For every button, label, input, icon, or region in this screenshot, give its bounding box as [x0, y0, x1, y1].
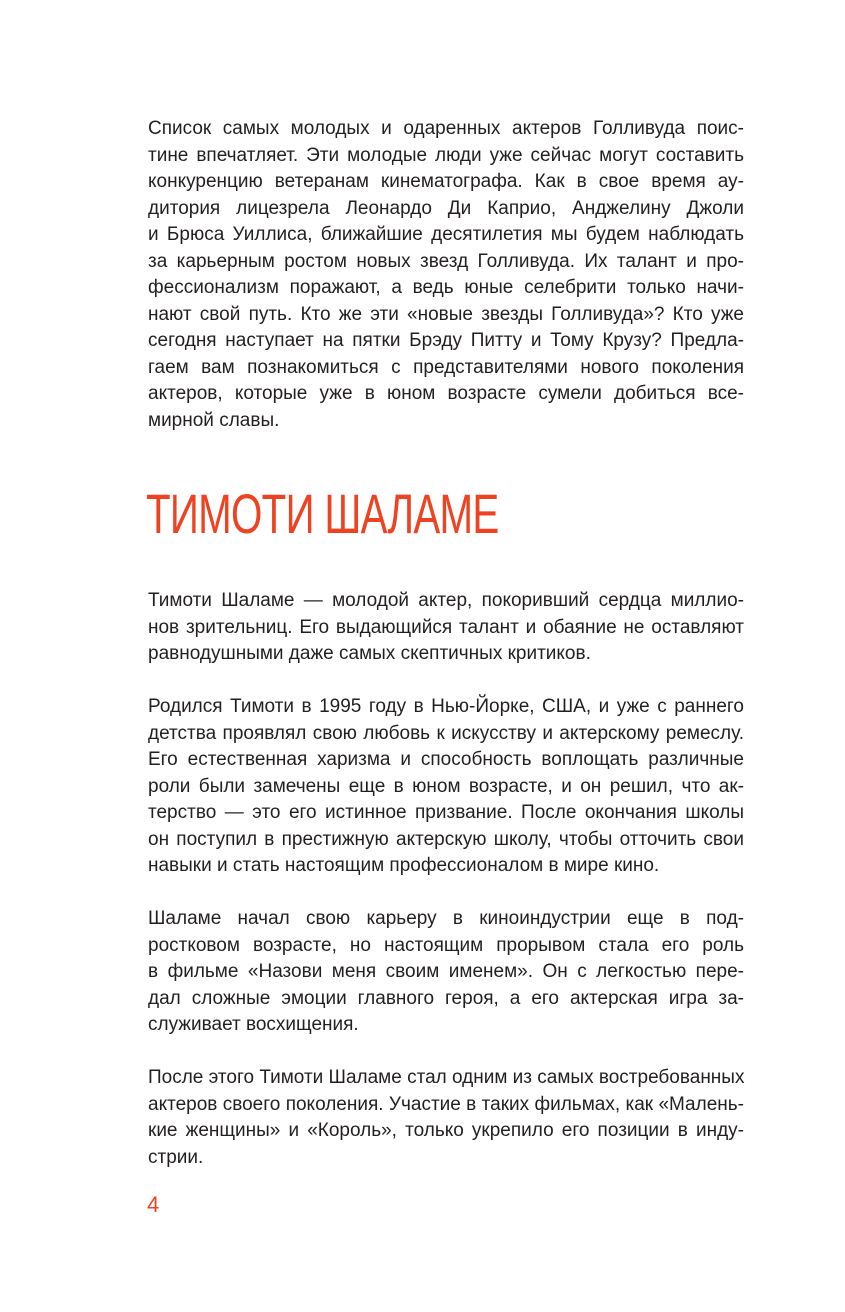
- text-line: стрии.: [148, 1146, 204, 1168]
- text-line: Родился Тимоти в 1995 году в Нью-Йорке, США, и уже с раннего: [148, 696, 744, 717]
- text-line: Тимоти Шаламе — молодой актер, покоривший сердца миллио-: [148, 590, 744, 611]
- body-paragraph-4: [148, 1065, 744, 1171]
- page-number: 4: [147, 1192, 160, 1217]
- text-line: Шаламе начал свою карьеру в киноиндустрии еще в под-: [148, 908, 744, 929]
- text-line: актеров своего поколения. Участие в таких фильмах, как «Малень-: [148, 1093, 744, 1115]
- text-line: в фильме «Назови меня своим именем». Он с легкостью пере-: [148, 961, 744, 982]
- body-paragraph-3: [148, 906, 744, 1039]
- text-line: После этого Тимоти Шаламе стал одним из самых востребованных: [148, 1067, 745, 1088]
- text-line: мирной славы.: [148, 409, 280, 431]
- text-line: за карьерным ростом новых звезд Голливуда. Их талант и про-: [148, 250, 744, 272]
- body-paragraph-2: [148, 694, 744, 880]
- text-line: фессионализм поражают, а ведь юные селебрити только начи-: [148, 277, 744, 298]
- text-line: он поступил в престижную актерскую школу, чтобы отточить свои: [148, 828, 744, 850]
- text-line: служивает восхищения.: [148, 1014, 359, 1035]
- text-line: тине впечатляет. Эти молодые люди уже сейчас могут составить: [148, 144, 744, 166]
- text-line: навыки и стать настоящим профессионалом в мире кино.: [148, 855, 660, 876]
- text-line: Его естественная харизма и способность воплощать различные: [148, 749, 744, 770]
- text-line: сегодня наступает на пятки Брэду Питту и Тому Крузу? Предла-: [148, 330, 744, 351]
- body-paragraph-1: [148, 588, 744, 668]
- text-line: дал сложные эмоции главного героя, а его актерская игра за-: [148, 987, 744, 1009]
- text-line: ростковом возрасте, но настоящим прорывом стала его роль: [148, 934, 744, 956]
- text-line: актеров, которые уже в юном возрасте сумели добиться все-: [148, 383, 744, 404]
- section-title: ТИМОТИ ШАЛАМЕ: [146, 482, 499, 545]
- text-line: гаем вам познакомиться с представителями нового поколения: [148, 356, 744, 378]
- text-line: Список самых молодых и одаренных актеров Голливуда поис-: [148, 118, 744, 139]
- text-line: дитория лицезрела Леонардо Ди Каприо, Анджелину Джоли: [148, 197, 744, 219]
- text-line: нов зрительниц. Его выдающийся талант и обаяние не оставляют: [148, 616, 744, 638]
- text-line: роли были замечены еще в юном возрасте, и он решил, что ак-: [148, 775, 744, 797]
- text-line: детства проявлял свою любовь к искусству и актерскому ремеслу.: [148, 722, 744, 744]
- text-line: конкуренцию ветеранам кинематографа. Как в свое время ау-: [148, 171, 744, 192]
- text-line: терство — это его истинное призвание. После окончания школы: [148, 802, 744, 823]
- intro-paragraph: [148, 116, 744, 434]
- text-line: кие женщины» и «Король», только укрепило его позиции в инду-: [148, 1120, 744, 1141]
- text-line: и Брюса Уиллиса, ближайшие десятилетия мы будем наблюдать: [148, 224, 744, 245]
- text-line: равнодушными даже самых скептичных критиков.: [148, 643, 591, 664]
- text-line: нают свой путь. Кто же эти «новые звезды Голливуда»? Кто уже: [148, 303, 744, 325]
